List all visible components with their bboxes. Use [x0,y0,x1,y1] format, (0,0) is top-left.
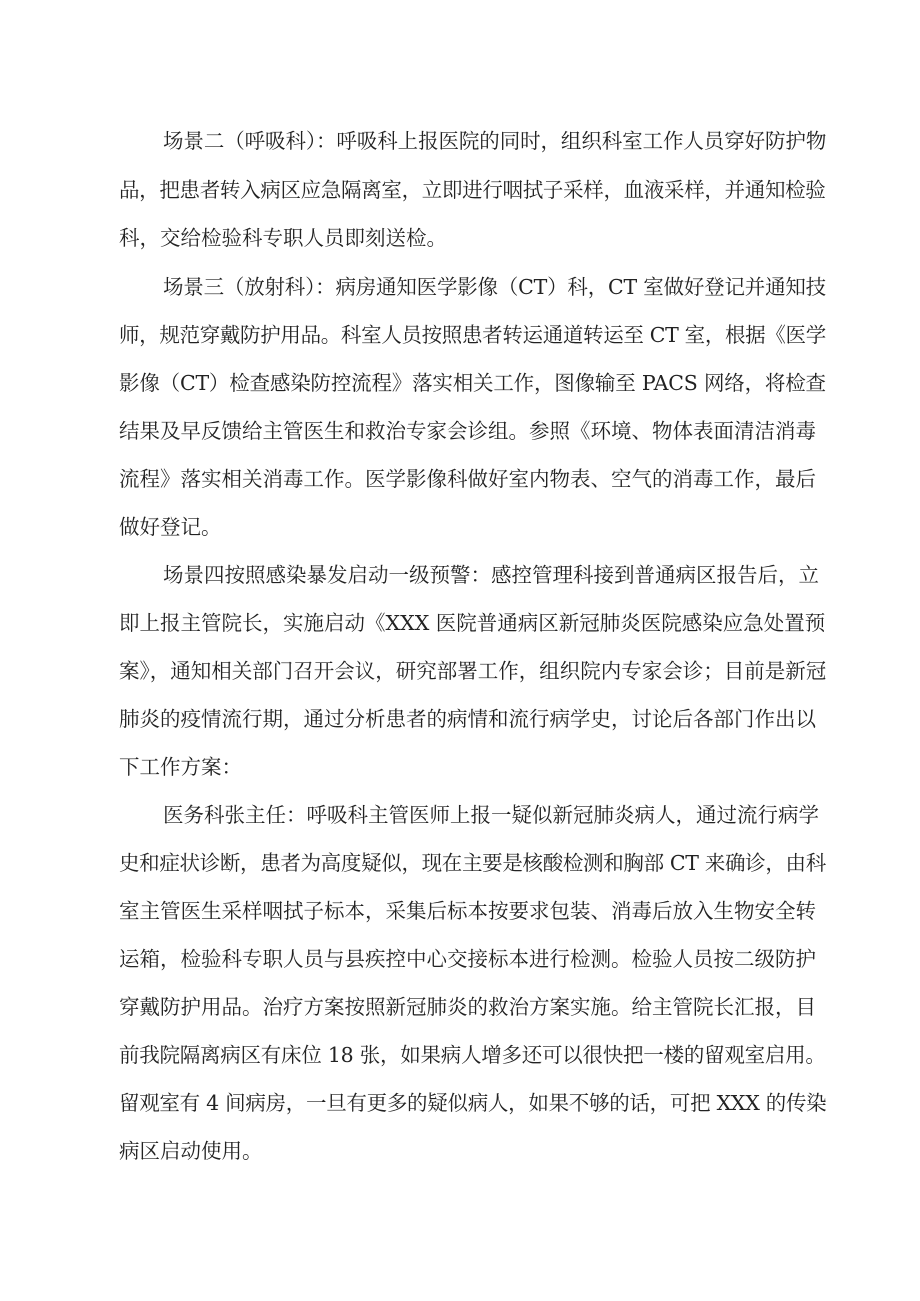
text-line: 室主管医生采样咽拭子标本，采集后标本按要求包装、消毒后放入生物安全转 [119,899,816,923]
text-line: 运箱，检验科专职人员与县疾控中心交接标本进行检测。检验人员按二级防护 [119,947,816,971]
text-line: 即上报主管院长，实施启动《XXX 医院普通病区新冠肺炎医院感染应急处置预 [119,611,826,635]
text-line: 流程》落实相关消毒工作。医学影像科做好室内物表、空气的消毒工作，最后 [119,467,816,491]
text-line: 做好登记。 [119,515,222,539]
text-line: 影像（CT）检查感染防控流程》落实相关工作，图像输至 PACS 网络，将检查 [119,371,826,395]
text-line: 前我院隔离病区有床位 18 张，如果病人增多还可以很快把一楼的留观室启用。 [119,1043,826,1067]
text-line: 史和症状诊断，患者为高度疑似，现在主要是核酸检测和胸部 CT 来确诊，由科 [119,851,826,875]
text-line: 肺炎的疫情流行期，通过分析患者的病情和流行病学史，讨论后各部门作出以 [119,707,816,731]
text-line: 结果及早反馈给主管医生和救治专家会诊组。参照《环境、物体表面清洁消毒 [119,419,816,443]
text-line: 穿戴防护用品。治疗方案按照新冠肺炎的救治方案实施。给主管院长汇报，目 [119,995,816,1019]
text-line: 师，规范穿戴防护用品。科室人员按照患者转运通道转运至 CT 室，根据《医学 [119,323,826,347]
text-line: 病区启动使用。 [119,1139,263,1163]
text-line: 场景四按照感染暴发启动一级预警：感控管理科接到普通病区报告后，立 [163,563,819,587]
text-line: 品，把患者转入病区应急隔离室，立即进行咽拭子采样，血液采样，并通知检验 [119,178,826,202]
text-line: 科，交给检验科专职人员即刻送检。 [119,226,447,250]
text-line: 下工作方案： [119,755,242,779]
text-line: 医务科张主任：呼吸科主管医师上报一疑似新冠肺炎病人，通过流行病学 [163,803,819,827]
text-line: 场景三（放射科）：病房通知医学影像（CT）科，CT 室做好登记并通知技 [163,275,826,299]
text-line: 案》，通知相关部门召开会议，研究部署工作，组织院内专家会诊；目前是新冠 [119,659,827,683]
text-line: 留观室有 4 间病房，一旦有更多的疑似病人，如果不够的话，可把 XXX 的传染 [119,1091,827,1115]
text-line: 场景二（呼吸科）：呼吸科上报医院的同时，组织科室工作人员穿好防护物 [163,129,827,153]
